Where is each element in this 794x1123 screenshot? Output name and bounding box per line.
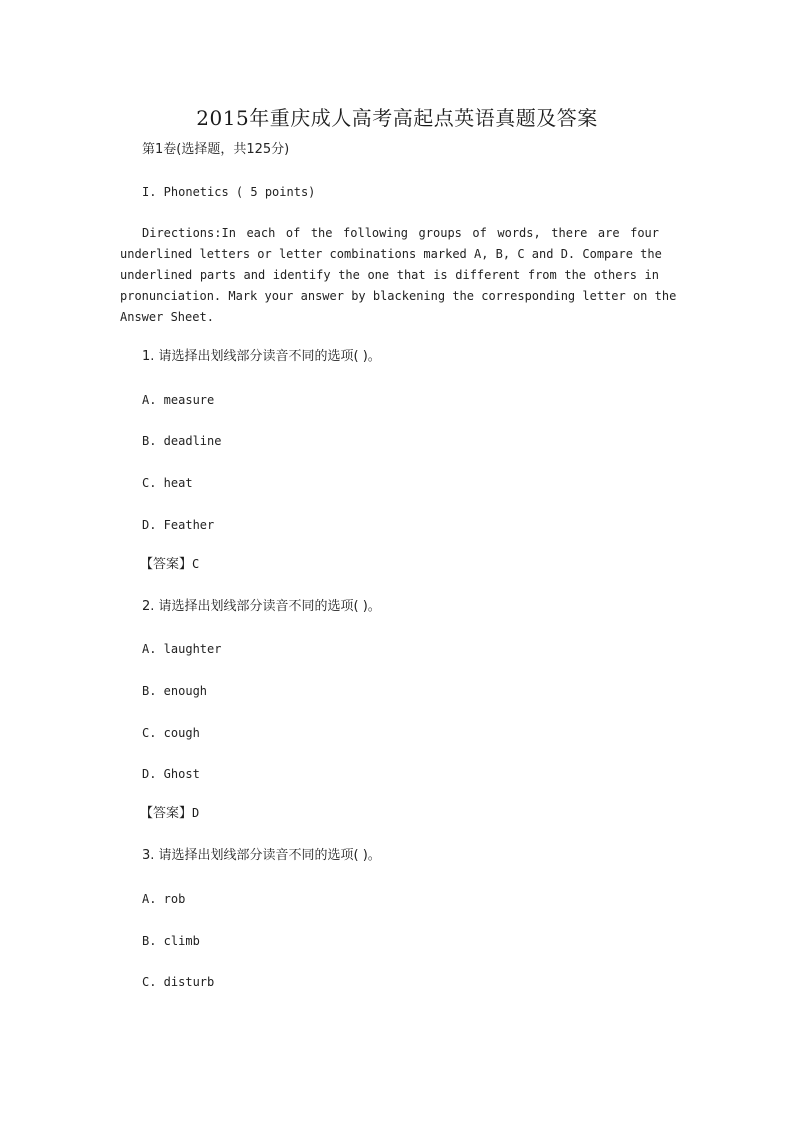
directions-line: Directions:In each of the following groups of words, there are four — [142, 226, 659, 240]
section-heading: I. Phonetics ( 5 points) — [142, 185, 316, 199]
question-2-option-c: C. cough — [142, 726, 200, 740]
volume-heading: 第1卷(选择题，共125分) — [142, 142, 290, 157]
directions-line: underlined letters or letter combinations marked A, B, C and D. Compare the — [120, 247, 662, 261]
answer-letter: C — [192, 557, 200, 571]
question-2-option-b: B. enough — [142, 684, 208, 698]
question-2-answer — [140, 803, 199, 824]
question-3-stem: 3. 请选择出划线部分读音不同的选项( )。 — [142, 848, 381, 863]
question-2-option-a: A. laughter — [142, 642, 222, 656]
question-1-option-c: C. heat — [142, 476, 193, 490]
answer-label: 【答案】 — [140, 806, 193, 821]
question-1-answer — [140, 554, 199, 575]
directions-line: underlined parts and identify the one that is different from the others in — [120, 268, 659, 282]
answer-letter: D — [192, 806, 200, 820]
document-title: 2015年重庆成人高考高起点英语真题及答案 — [196, 106, 598, 130]
question-3-option-c: C. disturb — [142, 975, 215, 989]
question-1-option-d: D. Feather — [142, 518, 215, 532]
question-2-stem: 2. 请选择出划线部分读音不同的选项( )。 — [142, 599, 381, 614]
question-3-option-b: B. climb — [142, 934, 200, 948]
directions-line: pronunciation. Mark your answer by blackening the corresponding letter on the — [120, 289, 677, 303]
question-2-option-d: D. Ghost — [142, 767, 200, 781]
directions-paragraph — [120, 223, 677, 328]
directions-line: Answer Sheet. — [120, 310, 214, 324]
question-1-option-a: A. measure — [142, 393, 215, 407]
question-1-stem: 1. 请选择出划线部分读音不同的选项( )。 — [142, 349, 381, 364]
question-3-option-a: A. rob — [142, 892, 186, 906]
question-1-option-b: B. deadline — [142, 434, 222, 448]
answer-label: 【答案】 — [140, 557, 193, 572]
